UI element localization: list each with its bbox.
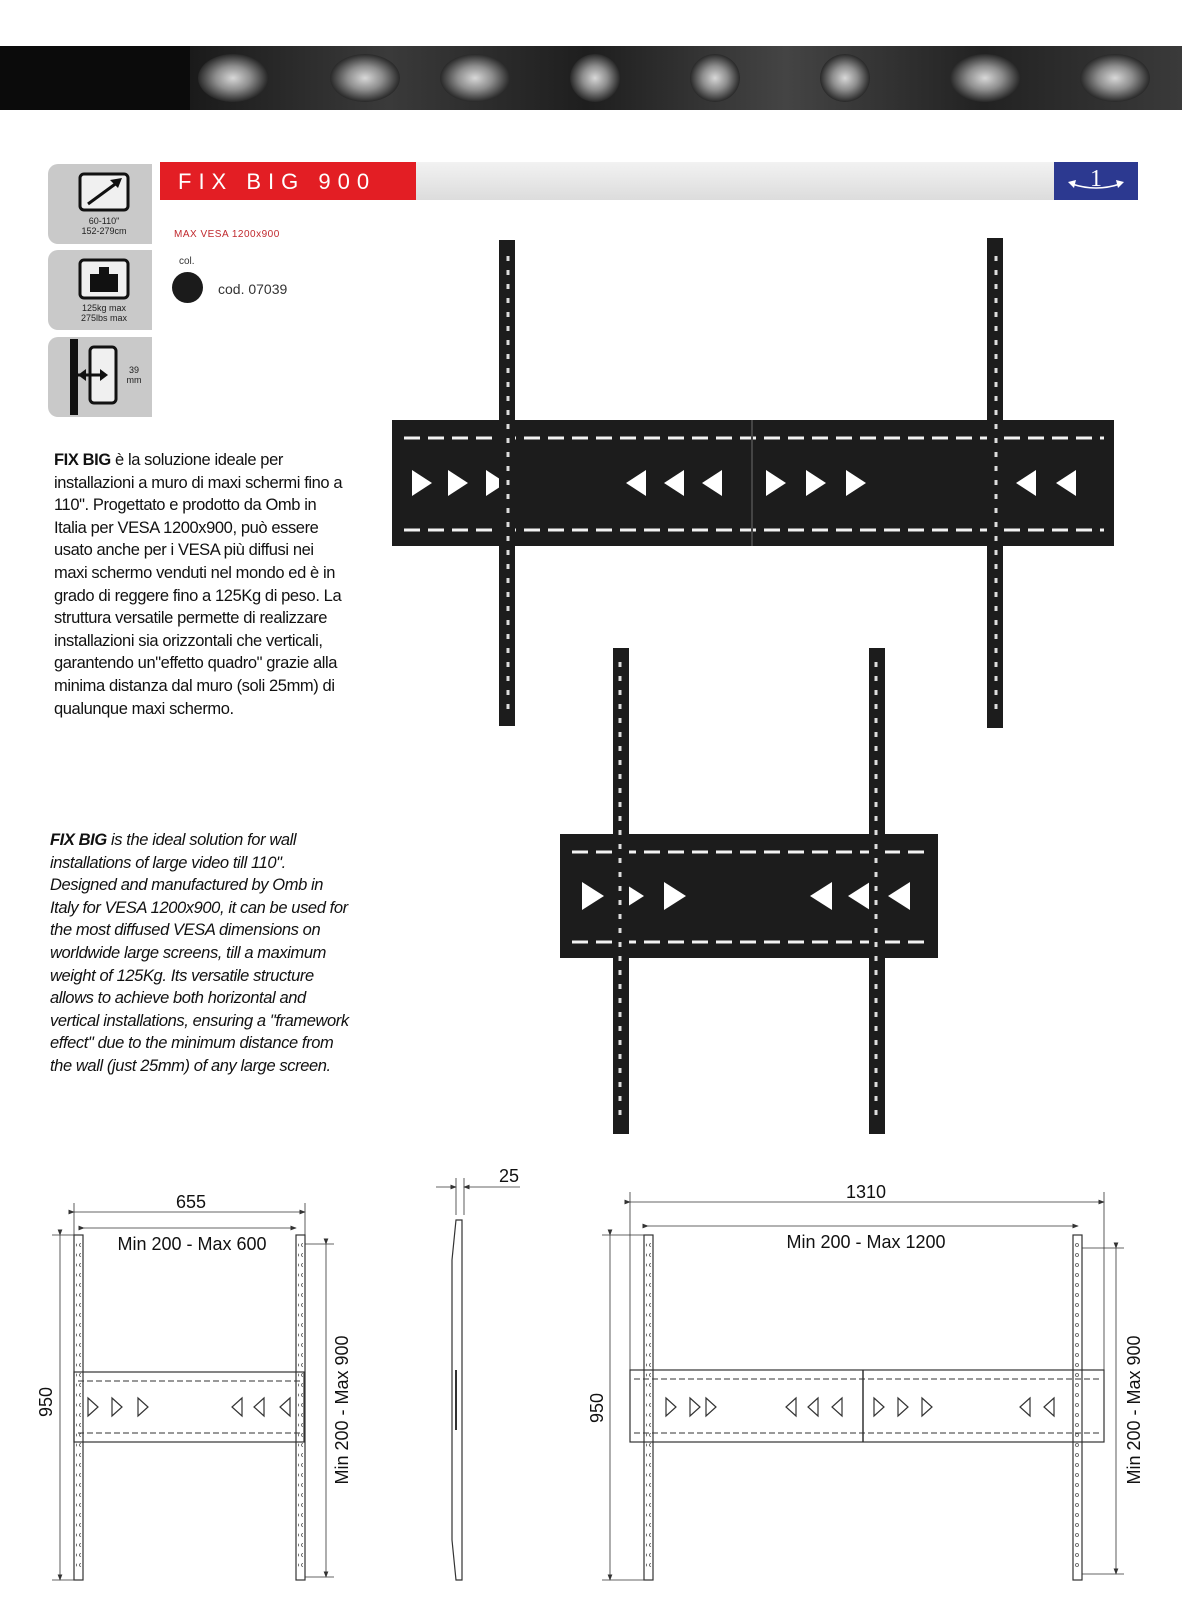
badge-number: 1 [1090,166,1102,192]
depth-unit: mm [126,375,142,385]
weight-kg: 125kg max [81,303,127,313]
dim-depth: 25 [498,1166,520,1186]
dim-height-small: 950 [36,1386,56,1418]
dim-width-small: 655 [175,1192,207,1212]
description-it-brand: FIX BIG [54,451,111,469]
depth-value: 39 [128,365,139,375]
dim-range-small: Min 200 - Max 600 [117,1234,267,1254]
weight-lbs: 275lbs max [80,313,128,323]
dim-height-large: 950 [587,1392,607,1424]
dim-vrange-small: Min 200 - Max 900 [332,1335,352,1485]
product-title: FIX BIG 900 [178,169,377,194]
dim-vrange-large: Min 200 - Max 900 [1124,1335,1144,1485]
size-cm: 152-279cm [81,226,127,236]
color-label: col. [179,256,195,267]
description-it-body: è la soluzione ideale per installazioni a muro di maxi schermi fino a 110". Progettato e prodotto da Omb in Italia per VESA 1200x900, può essere usato anche per i VESA più diffusi nei maxi schermo venduti nel mondo ed è in grado di reggere fino a 125Kg di peso. La struttura versatile permette di realizzare installazioni sia orizzontali che verticali, garantendo un"effetto quadro" grazie alla minima distanza dal muro (soli 25mm) di qualunque maxi schermo. [54,451,343,718]
dim-range-large: Min 200 - Max 1200 [786,1232,946,1252]
description-en-brand: FIX BIG [50,831,107,849]
description-en-body: is the ideal solution for wall installations of large video till 110". Designed and manufactured by Omb in Italy for VESA 1200x900, it can be used for the most diffused VESA dimensions on worldwide large screens, till a maximum weight of 125Kg. Its versatile structure allows to achieve both horizontal and vertical installations, ensuring a "framework effect" due to the minimum distance from the wall (just 25mm) of any large screen. [50,831,349,1075]
dim-width-large: 1310 [845,1182,887,1202]
size-inches: 60-110" [88,216,120,226]
drawing-small [52,1203,334,1580]
product-code: cod. 07039 [218,281,288,297]
max-vesa-label: MAX VESA 1200x900 [174,229,280,240]
drawing-side [436,1178,520,1580]
